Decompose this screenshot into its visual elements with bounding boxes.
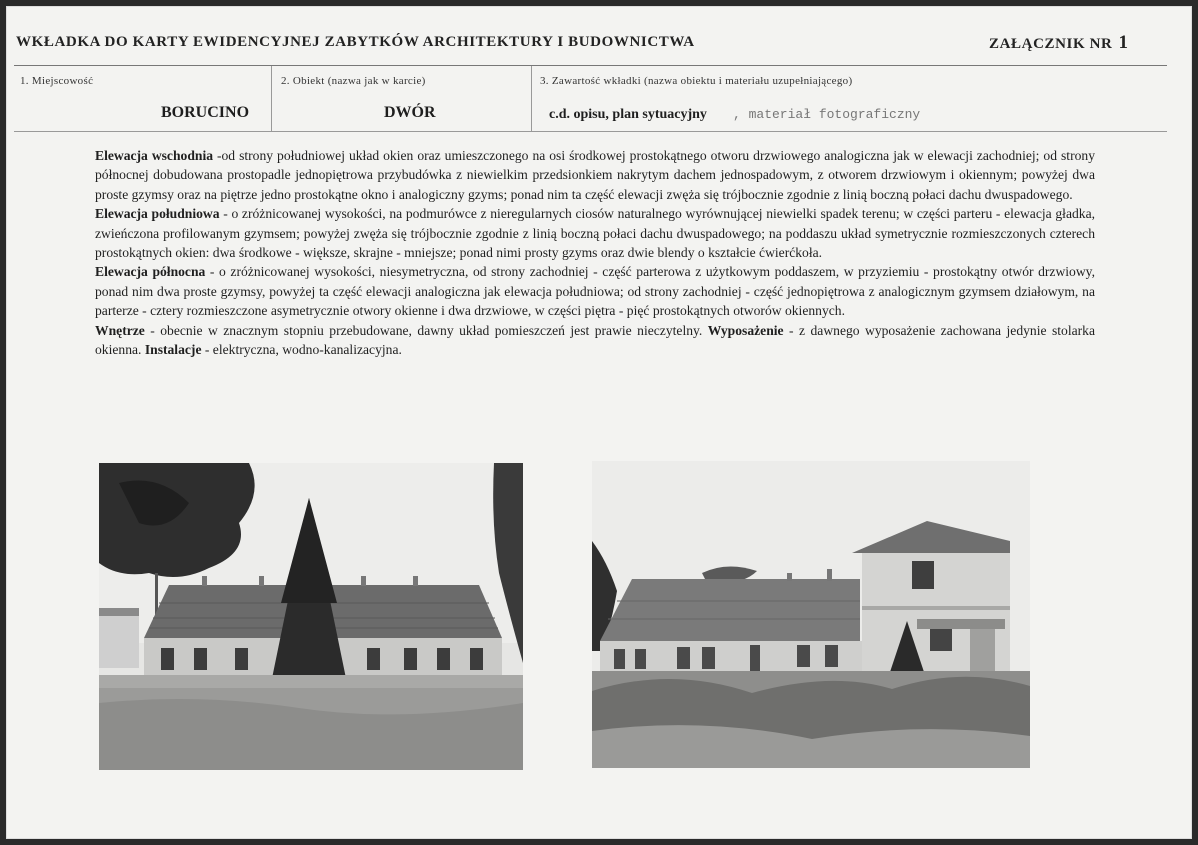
north-elevation-paragraph [95,262,1095,320]
south-text: - o zróżnicowanej wysokości, na podmurówce z nieregularnych ciosów naturalnego wyrównującej niewielki spadek terenu; w części parteru - elewacja gładka, zwieńczona profilowanym gzymsem; powyżej zwęża się trójbocznie zgodnie z linią boczną połaci dachu dwuspadowego; na poddaszu układ symetrycznie rozmieszczonych czterech prostokątnych okien: dwa środkowe - większe, skrajne - mniejsze; ponad nimi prosty gzyms oraz dwie blendy o kształcie ćwierćkoła. [95,206,1096,261]
south-heading: Elewacja południowa [95,206,220,222]
north-heading: Elewacja północna [95,264,206,280]
east-text: -od strony południowej układ okien oraz umieszczonego na osi środkowej prostokątnego otworu drzwiowego analogiczna jak w elewacji zachodniej; od strony północnej dobudowana prostopadle jednopiętrowa przybudówka z niewielkim przedsionkiem nakrytym dachem jednospadowym, z otworem drzwiowym i okiennym; powyżej dwa proste gzymsy oraz na piętrze jedno prostokątne okno i analogiczny gzyms; ponad nim ta część elewacji zwęża się trójbocznie zgodnie z linią boczną połaci dachu dwuspadowego. [95,148,1095,202]
annex-label-text: ZAŁĄCZNIK NR [989,36,1113,52]
table-top-rule [14,65,1167,66]
equipment-text: - z dawnego wyposażenie zachowana jedynie stolarka okienna. [95,322,1096,358]
interior-text: - obecnie w znacznym stopniu przebudowane, dawny układ pomieszczeń jest prawie nieczytelny. [144,322,708,338]
content-label: 3. Zawartość wkładki (nazwa obiektu i materiału uzupełniającego) [540,75,853,87]
content-value-extra: , materiał fotograficzny [733,107,921,122]
location-value: BORUCINO [161,104,250,121]
location-label: 1. Miejscowość [20,75,94,87]
equipment-heading: Wyposażenie [707,322,784,338]
south-elevation-paragraph [95,204,1095,262]
manor-photo-north-image [592,461,1030,768]
column-divider [531,66,532,131]
manor-photo-east [99,463,523,770]
document-title: WKŁADKA DO KARTY EWIDENCYJNEJ ZABYTKÓW ARCHITEKTURY I BUDOWNICTWA [16,34,695,50]
table-bottom-rule [14,131,1167,132]
installation-heading: Instalacje [144,342,202,358]
north-text: - o zróżnicowanej wysokości, niesymetryczna, od strony zachodniej - część parterowa z użytkowym poddaszem, w przyziemiu - prostokątny otwór drzwiowy, ponad nim dwa proste gzymsy, powyżej ta część elewacji analogiczna jak elewacja południowa; od strony zachodniej - część jednopiętrowa z analogicznym gzymsem działowym, na parterze - cztery rozmieszczone asymetrycznie otwory okienne i dwa drzwiowe, w części piętra - pięć prostokątnych otworów okiennych. [95,264,1095,319]
content-value: c.d. opisu, plan sytuacyjny [549,107,707,122]
annex-number: 1 [1118,32,1129,53]
description-text [95,146,1095,359]
installation-text: - elektryczna, wodno-kanalizacyjna. [201,342,402,358]
manor-photo-north [592,461,1030,768]
column-divider [271,66,272,131]
manor-photo-east-image [99,463,523,770]
interior-heading: Wnętrze [95,322,145,338]
object-label: 2. Obiekt (nazwa jak w karcie) [281,75,426,87]
interior-paragraph [95,321,1095,360]
object-value: DWÓR [384,104,436,121]
east-heading: Elewacja wschodnia [95,148,214,163]
annex-label [989,32,1129,54]
east-elevation-paragraph [95,146,1095,204]
